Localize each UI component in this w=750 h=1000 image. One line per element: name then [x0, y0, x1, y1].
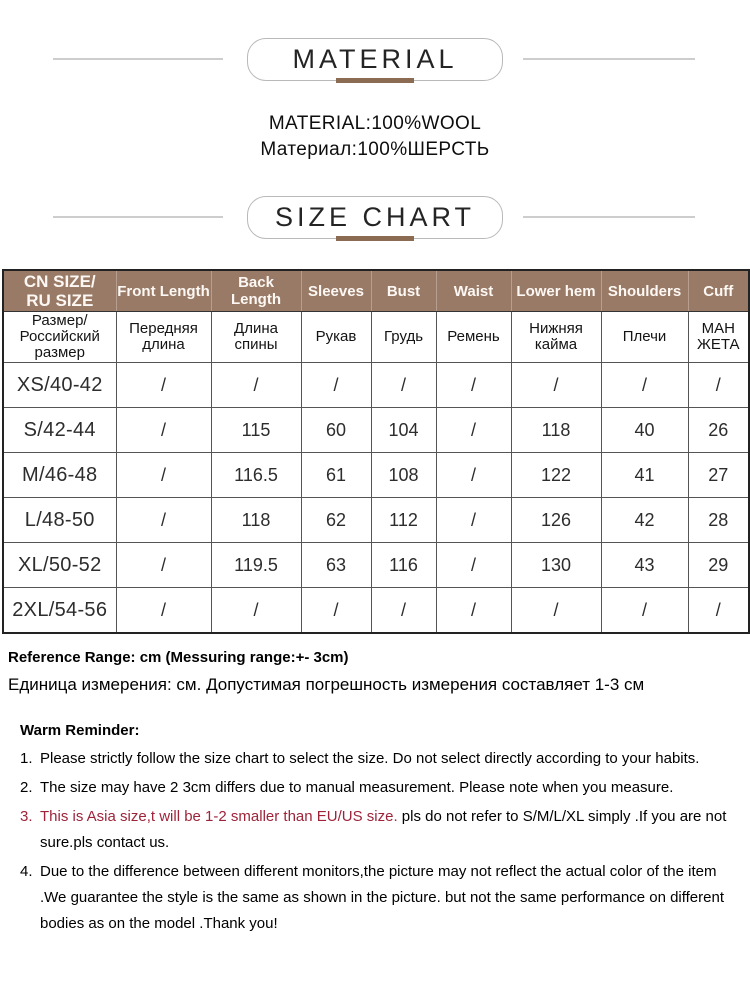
column-header-en: CN SIZE/ RU SIZE: [3, 270, 116, 312]
accent-underline-bar: [336, 236, 414, 241]
column-header-ru: Грудь: [371, 312, 436, 363]
size-cell: XS/40-42: [3, 363, 116, 408]
reminder-item-text: Please strictly follow the size chart to select the size. Do not select directly according to your habits.: [40, 750, 700, 767]
size-cell: L/48-50: [3, 498, 116, 543]
reminder-item-highlight: This is Asia size,t will be 1-2 smaller than EU/US size.: [40, 808, 398, 825]
column-header-ru: Передняя длина: [116, 312, 211, 363]
value-cell: /: [116, 543, 211, 588]
reminder-item-text: The size may have 2 3cm differs due to manual measurement. Please note when you measure.: [40, 779, 674, 796]
value-cell: /: [601, 588, 688, 634]
size-chart-section-header: [0, 196, 750, 242]
value-cell: 104: [371, 408, 436, 453]
reminder-item: [0, 775, 744, 801]
value-cell: /: [211, 363, 301, 408]
column-header-ru: Ремень: [436, 312, 511, 363]
reference-range-ru: Единица измерения: см. Допустимая погрешность измерения составляет 1-3 см: [8, 675, 645, 694]
table-row: [3, 588, 749, 634]
value-cell: /: [511, 363, 601, 408]
column-header-ru: Длина спины: [211, 312, 301, 363]
reminder-item-text: Due to the difference between different monitors,the picture may not reflect the actual color of the item .We guarantee the style is the same as shown in the picture. but not the same performance on different bodies as on the model .Thank you!: [40, 863, 725, 932]
value-cell: 41: [601, 453, 688, 498]
value-cell: 43: [601, 543, 688, 588]
value-cell: 26: [688, 408, 749, 453]
reminder-item: [0, 746, 744, 772]
table-row: [3, 543, 749, 588]
column-header-ru: Плечи: [601, 312, 688, 363]
value-cell: 60: [301, 408, 371, 453]
reminder-item-text: pls do not refer to S/M/L/XL simply .If you are not sure.pls contact us.: [40, 808, 727, 851]
reminder-item-number: 2.: [20, 779, 33, 796]
value-cell: /: [301, 363, 371, 408]
right-divider-line: [523, 216, 695, 218]
size-chart-title: SIZE CHART: [274, 202, 476, 232]
column-header-en: Shoulders: [601, 270, 688, 312]
reminder-item: [0, 804, 744, 856]
left-divider-line: [53, 216, 223, 218]
value-cell: /: [688, 363, 749, 408]
material-line-en: MATERIAL:100%WOOL: [268, 113, 482, 134]
size-cell: M/46-48: [3, 453, 116, 498]
reminder-item: [0, 859, 744, 937]
value-cell: 119.5: [211, 543, 301, 588]
value-cell: 108: [371, 453, 436, 498]
value-cell: 61: [301, 453, 371, 498]
material-description: [0, 111, 750, 163]
column-header-ru: Размер/ Российский размер: [3, 312, 116, 363]
column-header-en: Bust: [371, 270, 436, 312]
table-row: [3, 453, 749, 498]
table-row: [3, 408, 749, 453]
table-row: [3, 363, 749, 408]
column-header-ru: Нижняя кайма: [511, 312, 601, 363]
column-header-en: Waist: [436, 270, 511, 312]
value-cell: /: [436, 498, 511, 543]
value-cell: /: [688, 588, 749, 634]
value-cell: 62: [301, 498, 371, 543]
warm-reminder-list: [0, 746, 744, 937]
value-cell: /: [436, 408, 511, 453]
value-cell: /: [301, 588, 371, 634]
right-divider-line: [523, 58, 695, 60]
material-section-header: [0, 38, 750, 84]
value-cell: 126: [511, 498, 601, 543]
value-cell: 63: [301, 543, 371, 588]
value-cell: 118: [211, 498, 301, 543]
value-cell: /: [116, 498, 211, 543]
column-header-ru: Рукав: [301, 312, 371, 363]
value-cell: 27: [688, 453, 749, 498]
value-cell: 130: [511, 543, 601, 588]
reminder-item-number: 1.: [20, 750, 33, 767]
value-cell: /: [116, 588, 211, 634]
reminder-item-number: 3.: [20, 808, 33, 825]
value-cell: 28: [688, 498, 749, 543]
value-cell: /: [211, 588, 301, 634]
value-cell: /: [116, 408, 211, 453]
size-chart-table: [2, 269, 750, 634]
size-cell: S/42-44: [3, 408, 116, 453]
reminder-item-number: 4.: [20, 863, 33, 880]
value-cell: /: [371, 363, 436, 408]
value-cell: /: [436, 453, 511, 498]
material-line-ru: Материал:100%ШЕРСТЬ: [260, 139, 490, 160]
value-cell: 29: [688, 543, 749, 588]
value-cell: /: [601, 363, 688, 408]
size-cell: 2XL/54-56: [3, 588, 116, 634]
reference-range: [8, 649, 750, 695]
column-header-en: Back Length: [211, 270, 301, 312]
size-chart-header-box: [247, 196, 503, 239]
column-header-en: Lower hem: [511, 270, 601, 312]
size-cell: XL/50-52: [3, 543, 116, 588]
value-cell: 42: [601, 498, 688, 543]
column-header-en: Front Length: [116, 270, 211, 312]
value-cell: /: [511, 588, 601, 634]
value-cell: /: [436, 543, 511, 588]
value-cell: /: [116, 453, 211, 498]
column-header-ru: МАН ЖЕТА: [688, 312, 749, 363]
warm-reminder: [0, 722, 744, 937]
value-cell: 122: [511, 453, 601, 498]
material-header-box: [247, 38, 503, 81]
left-divider-line: [53, 58, 223, 60]
value-cell: 116.5: [211, 453, 301, 498]
value-cell: /: [436, 588, 511, 634]
value-cell: 115: [211, 408, 301, 453]
value-cell: 112: [371, 498, 436, 543]
value-cell: /: [116, 363, 211, 408]
accent-underline-bar: [336, 78, 414, 83]
value-cell: 118: [511, 408, 601, 453]
warm-reminder-title: Warm Reminder:: [20, 722, 140, 739]
material-title: MATERIAL: [292, 44, 458, 74]
value-cell: 116: [371, 543, 436, 588]
value-cell: /: [371, 588, 436, 634]
value-cell: /: [436, 363, 511, 408]
column-header-en: Cuff: [688, 270, 749, 312]
reference-range-en: Reference Range: cm (Messuring range:+- 3cm): [8, 649, 349, 666]
value-cell: 40: [601, 408, 688, 453]
table-row: [3, 498, 749, 543]
column-header-en: Sleeves: [301, 270, 371, 312]
